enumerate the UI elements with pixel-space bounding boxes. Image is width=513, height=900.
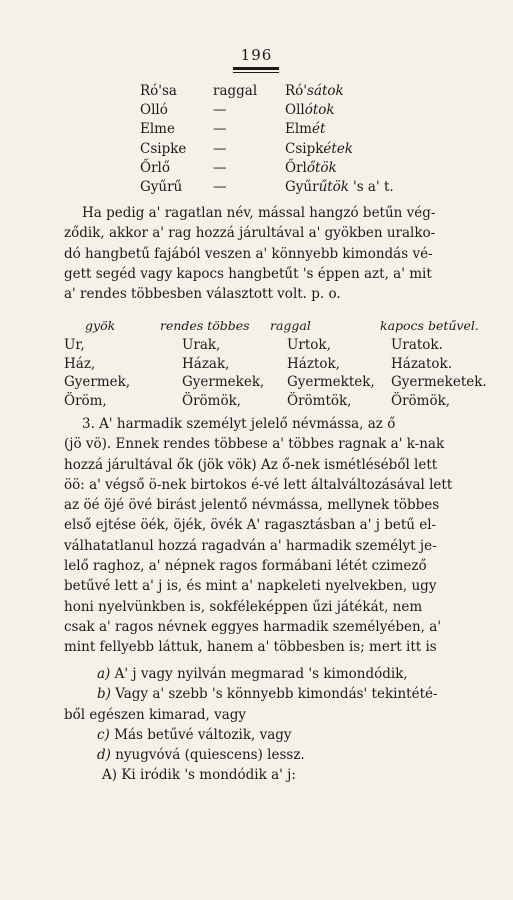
text-line: gett segéd vagy kapocs hangbetűt 's éppen azt, a' mit [64,265,432,282]
page-number: 196 [240,46,273,64]
root-word: Ró'sa [140,83,177,99]
text-line: hozzá járultával ők (jök vök) Az ő-nek ismétléséből lett [64,456,438,473]
table-cell: Örömök, [182,392,242,409]
text-line: ződik, akkor a' rag hozzá járultával a' gyökben uralko- [64,225,436,242]
table-row [0,102,513,121]
text-line: 3. A' harmadik személyt jelelő névmássa, az ő [82,416,396,432]
column-header: rendes többes [160,318,250,333]
text-line: (jö vö). Ennek rendes többese a' többes ragnak a' k-nak [64,436,445,453]
table-row [0,179,513,198]
cases-list [64,666,453,788]
table-row [0,141,513,160]
column-header: gyök [85,318,116,333]
dash: — [213,121,227,138]
suffixed-form: Gyűrűtök 's a' t. [285,178,394,195]
column-header: kapocs betűvel. [380,318,479,333]
suffixed-form: Ró'sátok [285,83,344,99]
table-cell: Ur, [64,337,85,353]
text-line: az öé öjé övé birást jelentő névmássa, mellynek többes [64,497,440,514]
table-row [0,121,513,140]
root-word: Csipke [140,140,187,157]
table-cell: Urtok, [287,337,331,353]
root-word: Őrlő [140,159,170,176]
table-row [0,337,513,356]
table-cell: Ház, [64,355,96,372]
dash: — [213,178,227,195]
header-rule-thin [233,72,279,73]
paragraph-linking-vowel [64,203,453,304]
text-line: válhatatlanul hozzá ragadván a' harmadik személyt je- [64,537,437,554]
table-cell: Örömtök, [287,392,352,409]
plural-example-table [0,318,513,411]
root-word: Gyűrű [140,178,183,195]
suffixed-form: Csipkétek [285,140,353,157]
table-cell: Házatok. [391,355,453,372]
table-row [0,83,513,102]
table-header [0,318,513,337]
table-row [0,374,513,393]
suffixed-form: Ollótok [285,102,335,119]
text-line: csak a' ragos névnek eggyes harmadik személyében, a' [64,618,442,635]
suffixed-form: Elmét [285,121,326,138]
dash: — [213,102,227,119]
dash: — [213,140,227,157]
root-word: Olló [140,102,168,119]
table-cell: Házak, [182,355,230,372]
table-cell: Gyermekek, [182,374,265,391]
text-line: honi nyelvünkben is, sokféleképpen űzi játékát, nem [64,598,423,615]
list-item: c) Más betűvé változik, vagy [97,726,292,743]
text-line: Ha pedig a' ragatlan név, mással hangzó betűn vég- [82,205,436,221]
table-row [0,356,513,375]
middle-column: raggal [213,83,258,99]
table-cell: Örömök, [391,392,451,409]
dash: — [213,159,227,176]
list-item-continuation: ből egészen kimarad, vagy [64,706,247,723]
text-line: betűvé lett a' j is, és mint a' napkeleti nyelvekben, ugy [64,578,437,595]
text-line: első ejtése öék, öjék, övék A' ragasztásban a' j betű el- [64,517,437,534]
root-word: Elme [140,121,175,138]
header-rule-thick [233,67,279,70]
table-row [0,160,513,179]
text-line: öö: a' végső ö-nek birtokos é-vé lett általváltozásával lett [64,476,453,493]
list-item: b) Vagy a' szebb 's könnyebb kimondás' tekintété- [97,686,438,703]
text-line: a' rendes többesben választott volt. p. o. [64,286,341,303]
list-item: d) nyugvóvá (quiescens) lessz. [97,747,305,764]
text-line: mint fellyebb láttuk, hanem a' többesben is; mert itt is [64,639,437,656]
paragraph-third-person [64,414,453,658]
suffix-example-table [0,83,513,198]
suffixed-form: Őrlőtök [285,159,337,176]
list-item: a) A' j vagy nyilván megmarad 's kimondódik, [97,666,408,682]
table-cell: Gyermeketek. [391,374,487,391]
list-item: A) Ki iródik 's mondódik a' j: [102,767,296,784]
text-line: lelő raghoz, a' népnek ragos formábani létét czimező [64,558,427,575]
table-cell: Gyermektek, [287,374,375,391]
text-line: dó hangbetű fajából veszen a' könnyebb kimondás vé- [64,245,433,262]
table-row [0,393,513,412]
table-cell: Öröm, [64,392,107,409]
table-cell: Gyermek, [64,374,131,391]
table-cell: Háztok, [287,355,340,372]
table-cell: Urak, [182,337,221,353]
column-header: raggal [270,318,311,333]
table-cell: Uratok. [391,337,443,353]
